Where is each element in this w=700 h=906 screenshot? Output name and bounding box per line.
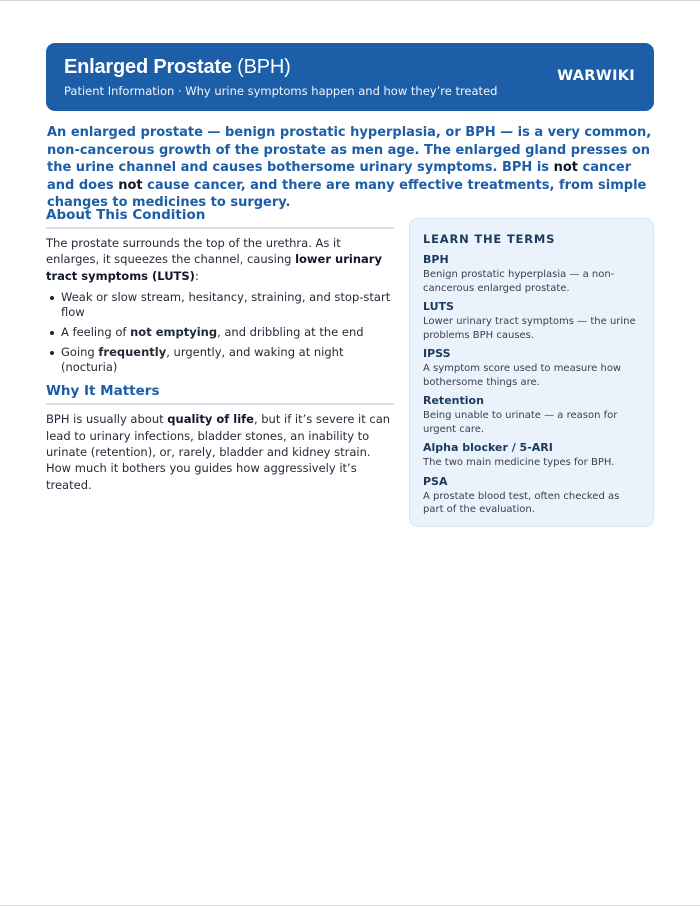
intro-emphasis-2: not	[118, 177, 143, 193]
intro-text-3: cause cancer, and there are many effective treatments, from simple changes to medicines to surgery.	[47, 177, 647, 211]
about-text-end: :	[194, 268, 199, 283]
glossary-item	[423, 440, 640, 470]
term-definition: Being unable to urinate — a reason for urgent care.	[423, 410, 618, 435]
about-text: The prostate surrounds the top of the urethra. As it enlarges, it squeezes the channel, causing	[46, 236, 341, 267]
bullet-bold: frequently	[98, 345, 167, 360]
bullet-text: A feeling of	[61, 325, 131, 340]
intro-paragraph	[47, 124, 653, 212]
main-column	[46, 207, 394, 493]
why-heading: Why It Matters	[46, 383, 394, 405]
glossary-panel	[409, 218, 654, 527]
symptom-list	[46, 290, 394, 375]
glossary-item	[423, 393, 640, 436]
term-name: Retention	[423, 394, 484, 407]
term-definition: Benign prostatic hyperplasia — a non-cancerous enlarged prostate.	[423, 269, 615, 294]
term-definition: The two main medicine types for BPH.	[423, 457, 615, 468]
bullet-text-end: , urgently, and waking at night (nocturia)	[61, 345, 344, 375]
title-abbreviation: (BPH)	[237, 56, 291, 78]
bullet-bold: not emptying	[130, 325, 218, 340]
page-title	[64, 56, 291, 79]
term-name: PSA	[423, 474, 448, 488]
about-paragraph	[46, 235, 394, 284]
glossary-heading: LEARN THE TERMS	[423, 232, 556, 246]
intro-text-2: cancer and does	[47, 160, 632, 193]
term-name: IPSS	[423, 347, 451, 360]
why-text-end: , but if it’s severe it can lead to urinary infections, bladder stones, an inability to urinate (retention), or, rarely, bladder and kidney strain. How much it bothers you guides how aggressively it’s treated.	[46, 412, 391, 492]
term-definition: Lower urinary tract symptoms — the urine problems BPH causes.	[423, 316, 636, 341]
intro-emphasis-1: not	[553, 160, 578, 176]
brand-logo: WARWIKI	[557, 68, 635, 84]
why-text: BPH is usually about	[46, 412, 168, 427]
why-bold: quality of life	[167, 412, 254, 427]
about-heading: About This Condition	[46, 207, 394, 229]
bullet-text: Weak or slow stream, hesitancy, straining, and stop-start flow	[61, 290, 391, 320]
glossary-item	[423, 252, 640, 295]
list-item	[46, 325, 394, 340]
term-name: BPH	[423, 253, 449, 266]
term-name: Alpha blocker / 5-ARI	[423, 441, 553, 454]
bullet-text: Going	[61, 345, 99, 360]
term-definition: A symptom score used to measure how bothersome things are.	[423, 363, 622, 388]
title-main: Enlarged Prostate	[64, 56, 232, 78]
term-name: LUTS	[423, 300, 454, 313]
term-definition: A prostate blood test, often checked as part of the evaluation.	[423, 490, 620, 515]
list-item	[46, 345, 394, 375]
bullet-text-end: , and dribbling at the end	[217, 325, 364, 340]
list-item	[46, 290, 394, 320]
glossary-item	[423, 474, 640, 517]
intro-text-1: An enlarged prostate — benign prostatic hyperplasia, or BPH — is a very common, non-cancerous growth of the prostate as men age. The enlarged gland presses on the urine channel and causes bothersome urinary symptoms. BPH is	[47, 125, 652, 176]
why-paragraph	[46, 411, 394, 493]
glossary-item	[423, 299, 640, 342]
page-subtitle: Patient Information · Why urine symptoms happen and how they’re treated	[64, 84, 498, 98]
about-bold: lower urinary tract symptoms (LUTS)	[46, 252, 382, 283]
header-banner	[46, 43, 654, 111]
glossary-item	[423, 346, 640, 389]
